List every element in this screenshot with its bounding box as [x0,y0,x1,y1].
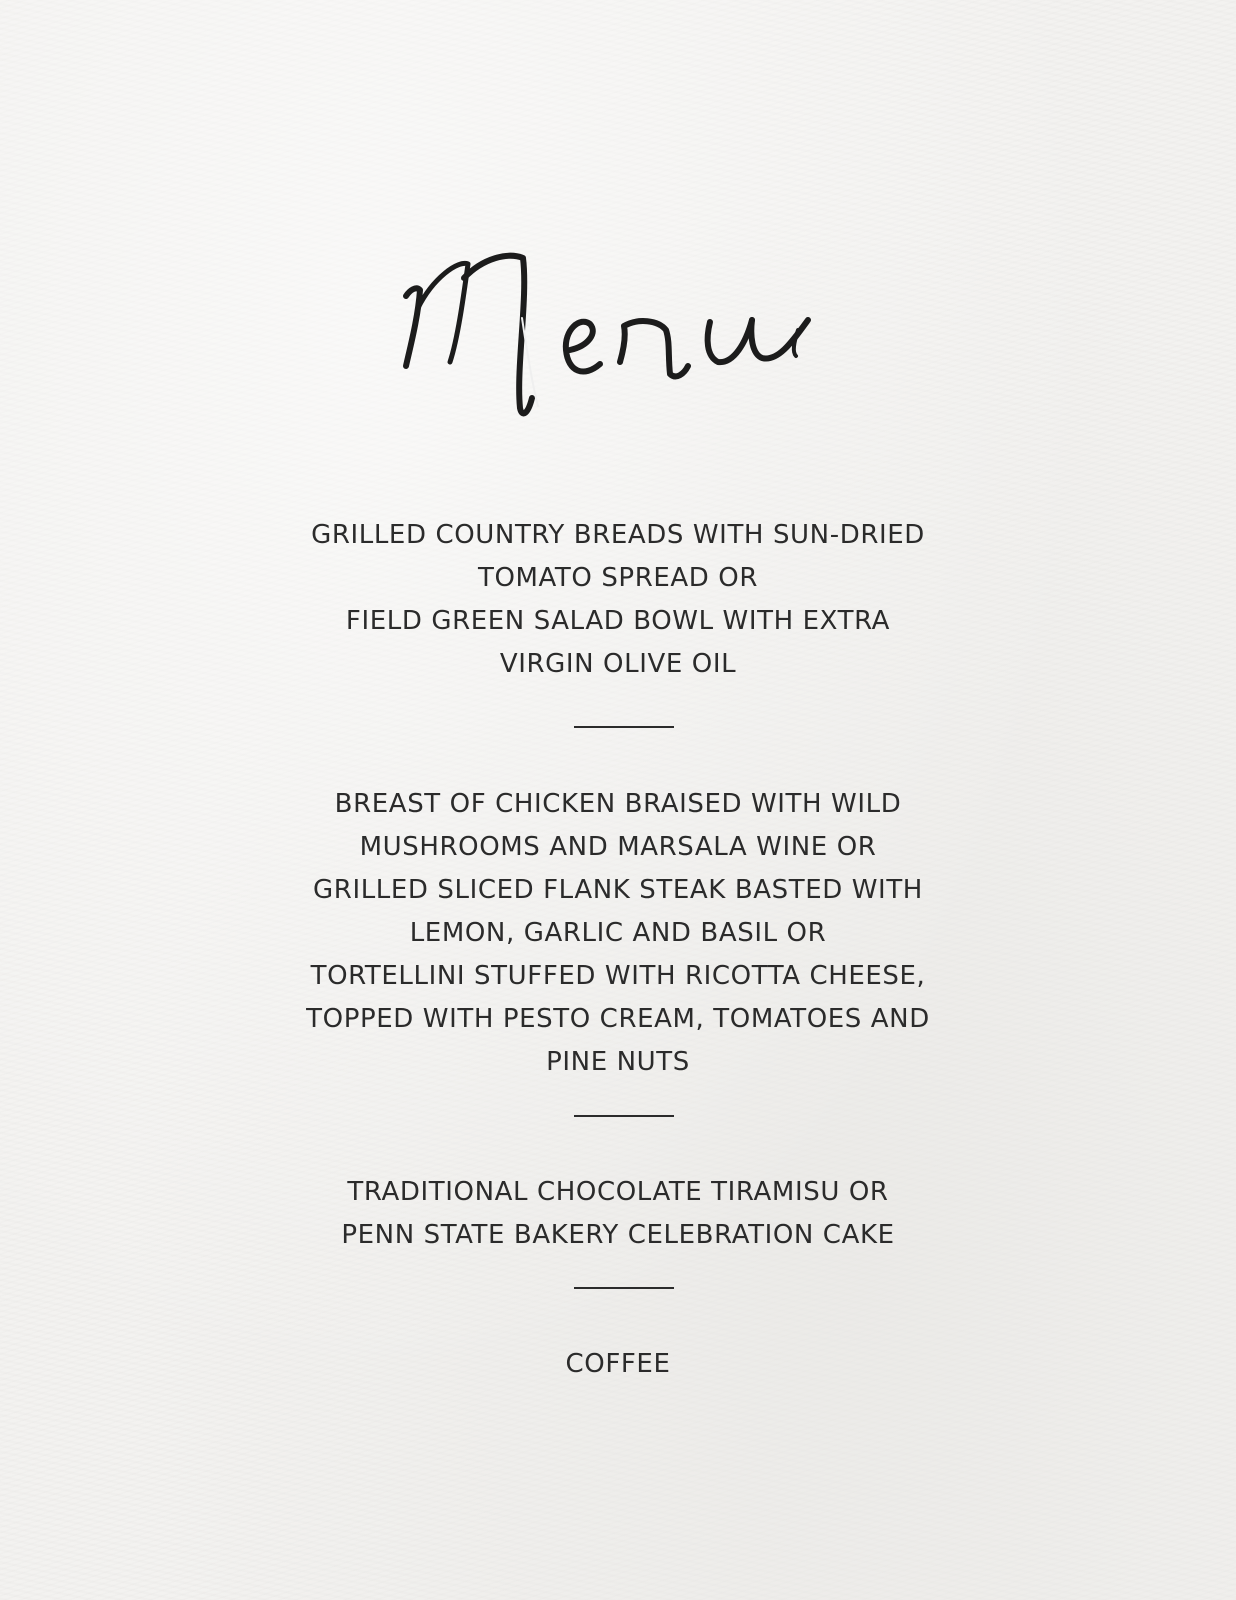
menu-title [388,238,848,438]
course-line: GRILLED COUNTRY BREADS WITH SUN-DRIED [311,520,925,550]
section-divider [574,726,674,728]
course-line: TOMATO SPREAD OR [477,563,759,593]
course-line: PINE NUTS [546,1047,690,1077]
course-line: VIRGIN OLIVE OIL [499,649,737,679]
course-line: COFFEE [565,1349,671,1379]
course-line: FIELD GREEN SALAD BOWL WITH EXTRA [345,606,891,636]
course-line: LEMON, GARLIC AND BASIL OR [409,918,827,948]
course-coffee [200,1343,1036,1386]
section-divider [574,1287,674,1289]
course-line: BREAST OF CHICKEN BRAISED WITH WILD [334,789,902,819]
course-line: GRILLED SLICED FLANK STEAK BASTED WITH [313,875,923,905]
course-line: TOPPED WITH PESTO CREAM, TOMATOES AND [306,1004,930,1034]
course-desserts [200,1171,1036,1257]
course-mains [200,783,1036,1084]
course-line: PENN STATE BAKERY CELEBRATION CAKE [341,1220,895,1250]
course-line: TORTELLINI STUFFED WITH RICOTTA CHEESE, [310,961,926,991]
menu-script-lettering [388,238,848,438]
section-divider [574,1115,674,1117]
course-starters [200,514,1036,686]
course-line: TRADITIONAL CHOCOLATE TIRAMISU OR [347,1177,889,1207]
course-line: MUSHROOMS AND MARSALA WINE OR [359,832,877,862]
